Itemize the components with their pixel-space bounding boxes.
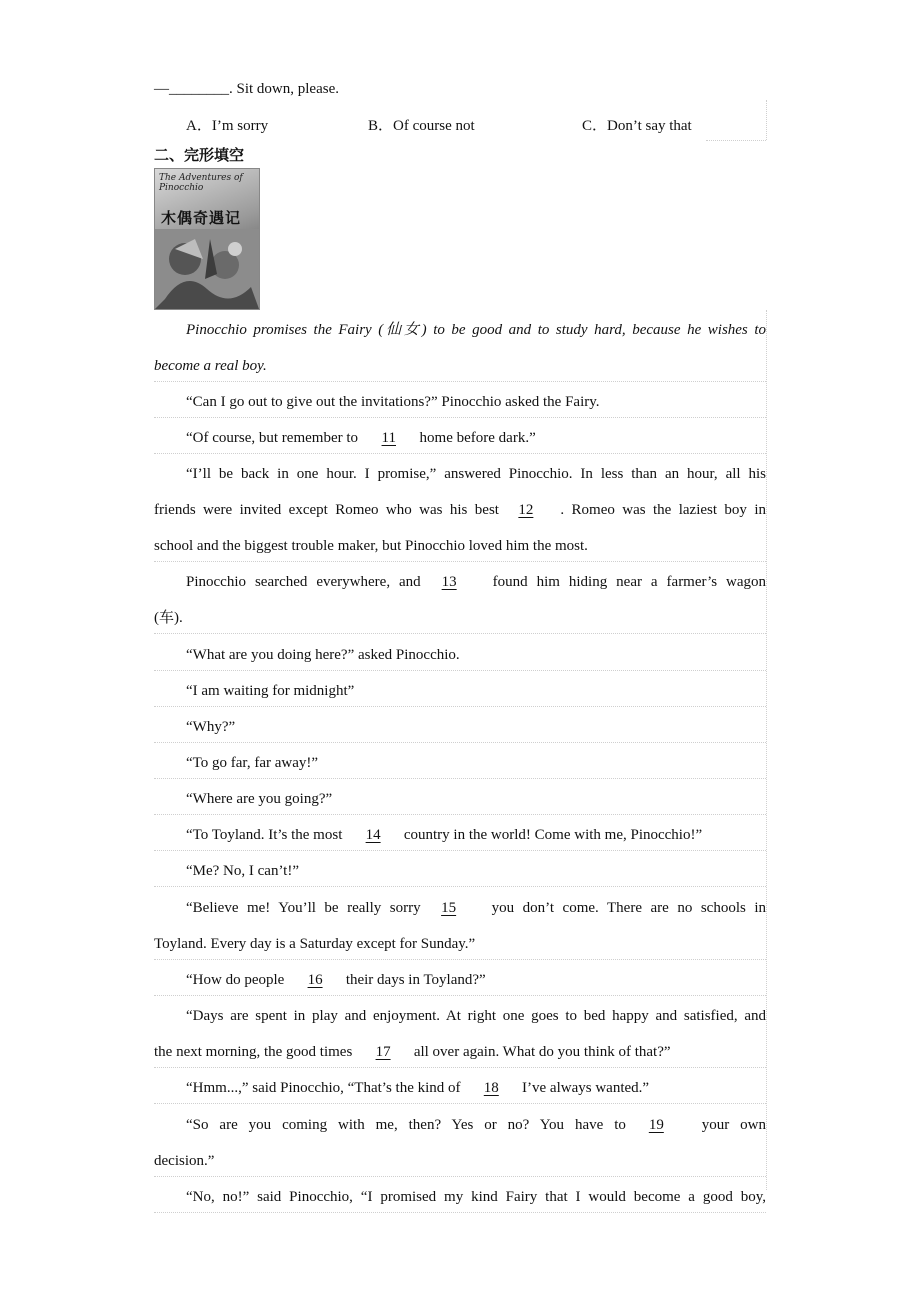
paragraph: “Me? No, I can’t!” xyxy=(186,863,299,879)
option-a[interactable]: A．I’m sorry xyxy=(186,118,269,134)
paragraph: “Believe me! You’ll be really sorry 15 you don’t come. There are no schools in xyxy=(186,900,767,916)
dotted-rule xyxy=(154,1176,766,1177)
blank-11[interactable]: 11 xyxy=(381,430,396,446)
answer-options xyxy=(186,114,766,134)
book-cover-image xyxy=(154,168,260,310)
dotted-rule xyxy=(154,561,766,562)
paragraph: “Can I go out to give out the invitations?” Pinocchio asked the Fairy. xyxy=(186,394,600,410)
dotted-rule xyxy=(154,995,766,996)
blank-14[interactable]: 14 xyxy=(365,827,381,843)
dotted-rule xyxy=(154,706,766,707)
paragraph: “Where are you going?” xyxy=(186,791,333,807)
paragraph: “To go far, far away!” xyxy=(186,755,319,771)
paragraph: decision.” xyxy=(154,1153,215,1169)
dotted-rule xyxy=(154,814,766,815)
intro-line-2: become a real boy. xyxy=(154,358,267,374)
blank-12[interactable]: 12 xyxy=(518,502,534,518)
cover-title-cn: 木偶奇遇记 xyxy=(161,209,242,227)
blank-17[interactable]: 17 xyxy=(375,1044,391,1060)
dotted-rule xyxy=(154,633,766,634)
dotted-rule xyxy=(154,1212,766,1213)
option-b[interactable]: B．Of course not xyxy=(368,118,475,134)
paragraph: “I am waiting for midnight” xyxy=(186,683,355,699)
intro-line-1: Pinocchio promises the Fairy (仙女) to be good and to study hard, because he wishes to xyxy=(186,322,766,338)
blank-16[interactable]: 16 xyxy=(307,972,323,988)
paragraph: “No, no!” said Pinocchio, “I promised my kind Fairy that I would become a good boy, xyxy=(186,1189,766,1205)
paragraph: Pinocchio searched everywhere, and 13 found him hiding near a farmer’s wagon xyxy=(186,574,767,590)
paragraph: “Days are spent in play and enjoyment. At right one goes to bed happy and satisfied, and xyxy=(186,1008,766,1024)
paragraph: “How do people 16 their days in Toyland?” xyxy=(186,972,486,988)
dotted-margin xyxy=(766,310,767,1190)
paragraph: “Of course, but remember to 11 home before dark.” xyxy=(186,430,536,446)
paragraph: “To Toyland. It’s the most 14 country in the world! Come with me, Pinocchio!” xyxy=(186,827,703,843)
dotted-rule xyxy=(154,742,766,743)
question-prompt: —________. Sit down, please. xyxy=(154,81,339,97)
paragraph: “Why?” xyxy=(186,719,236,735)
blank-13[interactable]: 13 xyxy=(441,574,457,590)
dotted-rule xyxy=(154,381,766,382)
dotted-rule xyxy=(154,886,766,887)
blank-18[interactable]: 18 xyxy=(483,1080,499,1096)
blank-15[interactable]: 15 xyxy=(441,900,457,916)
blank-19[interactable]: 19 xyxy=(648,1117,664,1133)
paragraph: “I’ll be back in one hour. I promise,” answered Pinocchio. In less than an hour, all his xyxy=(186,466,766,482)
paragraph: (车). xyxy=(154,610,183,626)
dotted-rule xyxy=(154,417,766,418)
paragraph: friends were invited except Romeo who was his best 12 . Romeo was the laziest boy in xyxy=(154,502,766,518)
paragraph: “Hmm...,” said Pinocchio, “That’s the kind of 18 I’ve always wanted.” xyxy=(186,1080,650,1096)
dotted-rule xyxy=(154,850,766,851)
paragraph: school and the biggest trouble maker, but Pinocchio loved him the most. xyxy=(154,538,588,554)
dotted-rule xyxy=(706,140,766,141)
paragraph: “What are you doing here?” asked Pinocchio. xyxy=(186,647,460,663)
section-title: 二、完形填空 xyxy=(154,146,245,164)
dotted-rule xyxy=(154,778,766,779)
dotted-rule xyxy=(154,670,766,671)
dotted-rule xyxy=(154,1103,766,1104)
dotted-rule xyxy=(154,453,766,454)
cover-illustration xyxy=(155,229,259,309)
cover-title-en: The Adventures of Pinocchio xyxy=(159,173,243,193)
paragraph: Toyland. Every day is a Saturday except for Sunday.” xyxy=(154,936,476,952)
dotted-margin xyxy=(766,100,767,140)
option-c[interactable]: C．Don’t say that xyxy=(582,118,692,134)
paragraph: “So are you coming with me, then? Yes or no? You have to 19 your own xyxy=(186,1117,767,1133)
dotted-rule xyxy=(154,1067,766,1068)
dotted-rule xyxy=(154,959,766,960)
paragraph: the next morning, the good times 17 all over again. What do you think of that?” xyxy=(154,1044,671,1060)
